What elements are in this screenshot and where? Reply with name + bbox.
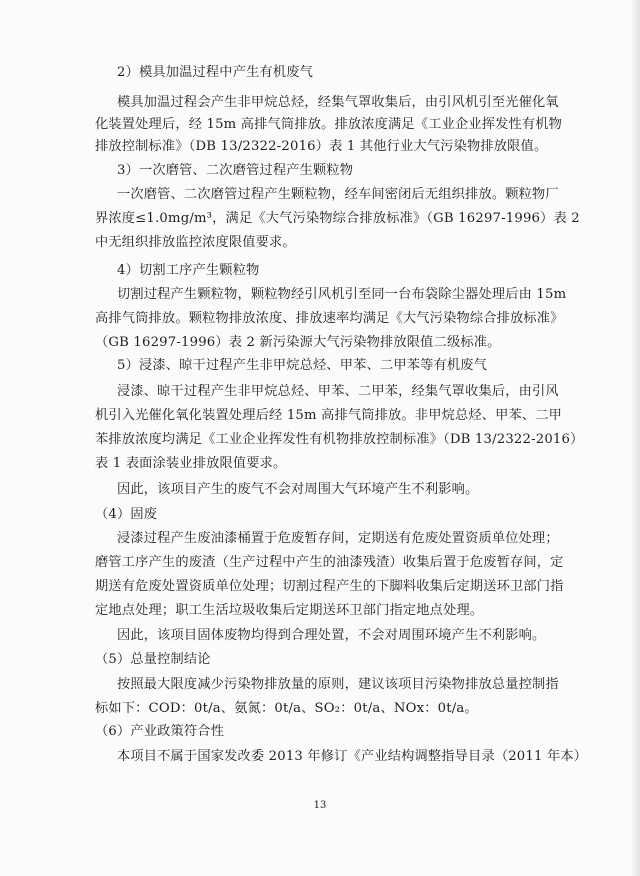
heading-industry-policy: （6）产业政策符合性 xyxy=(95,724,225,739)
text-line: 本项目不属于国家发改委 2013 年修订《产业结构调整指导目录（2011 年本） xyxy=(117,749,588,764)
page-edge-shadow xyxy=(630,0,640,876)
text-line: 因此，该项目固体废物均得到合理处置，不会对周围环境产生不利影响。 xyxy=(117,628,546,643)
text-line: 期送有危废处置资质单位处理；切割过程产生的下脚料收集后定期送环卫部门指 xyxy=(95,579,564,594)
text-line: 浸漆、晾干过程产生非甲烷总烃、甲苯、二甲苯，经集气罩收集后，由引风 xyxy=(117,384,559,399)
heading-cutting: 4）切割工序产生颗粒物 xyxy=(117,263,260,278)
text-line: 排放控制标准》（DB 13/2322-2016）表 1 其他行业大气污染物排放限值。 xyxy=(95,139,548,154)
text-line: 机引入光催化氧化装置处理后经 15m 高排气筒排放。非甲烷总烃、甲苯、二甲 xyxy=(95,408,563,423)
text-line: （GB 16297-1996）表 2 新污染源大气污染物排放限值二级标准。 xyxy=(95,335,501,350)
text-line: 高排气筒排放。颗粒物排放浓度、排放速率均满足《大气污染物综合排放标准》 xyxy=(95,311,564,326)
page-number: 13 xyxy=(313,800,327,811)
text-line: 界浓度≤1.0mg/m³，满足《大气污染物综合排放标准》（GB 16297-1996）表 2 xyxy=(95,211,580,226)
heading-dipping: 5）浸漆、晾干过程产生非甲烷总烃、甲苯、二甲苯等有机废气 xyxy=(117,358,488,373)
heading-total-control: （5）总量控制结论 xyxy=(95,652,211,667)
text-line: 浸漆过程产生废油漆桶置于危废暂存间，定期送有危废处置资质单位处理； xyxy=(117,531,559,546)
text-line: 一次磨管、二次磨管过程产生颗粒物，经车间密闭后无组织排放。颗粒物厂 xyxy=(117,187,559,202)
heading-grinding: 3）一次磨管、二次磨管过程产生颗粒物 xyxy=(117,163,354,178)
heading-solid-waste: （4）固废 xyxy=(95,507,158,522)
text-line: 切割过程产生颗粒物，颗粒物经引风机引至同一台布袋除尘器处理后由 15m xyxy=(117,287,567,302)
text-line: 定地点处理；职工生活垃圾收集后定期送环卫部门指定地点处理。 xyxy=(95,603,484,618)
text-line: 化装置处理后，经 15m 高排气筒排放。排放浓度满足《工业企业挥发性有机物 xyxy=(95,117,563,132)
text-line: 中无组织排放监控浓度限值要求。 xyxy=(95,235,296,250)
text-line: 因此，该项目产生的废气不会对周围大气环境产生不利影响。 xyxy=(117,482,479,497)
text-line: 标如下：COD：0t/a、氨氮：0t/a、SO₂：0t/a、NOx：0t/a。 xyxy=(95,701,478,716)
text-line: 按照最大限度减少污染物排放量的原则，建议该项目污染物排放总量控制指 xyxy=(117,677,559,692)
text-line: 苯排放浓度均满足《工业企业挥发性有机物排放控制标准》（DB 13/2322-2016） xyxy=(95,432,584,447)
text-line: 模具加温过程会产生非甲烷总烃，经集气罩收集后，由引风机引至光催化氧 xyxy=(117,95,559,110)
text-line: 表 1 表面涂装业排放限值要求。 xyxy=(95,456,287,471)
heading-mold-heating: 2）模具加温过程中产生有机废气 xyxy=(117,65,314,80)
text-line: 磨管工序产生的废渣（生产过程中产生的油漆残渣）收集后置于危废暂存间，定 xyxy=(95,555,564,570)
